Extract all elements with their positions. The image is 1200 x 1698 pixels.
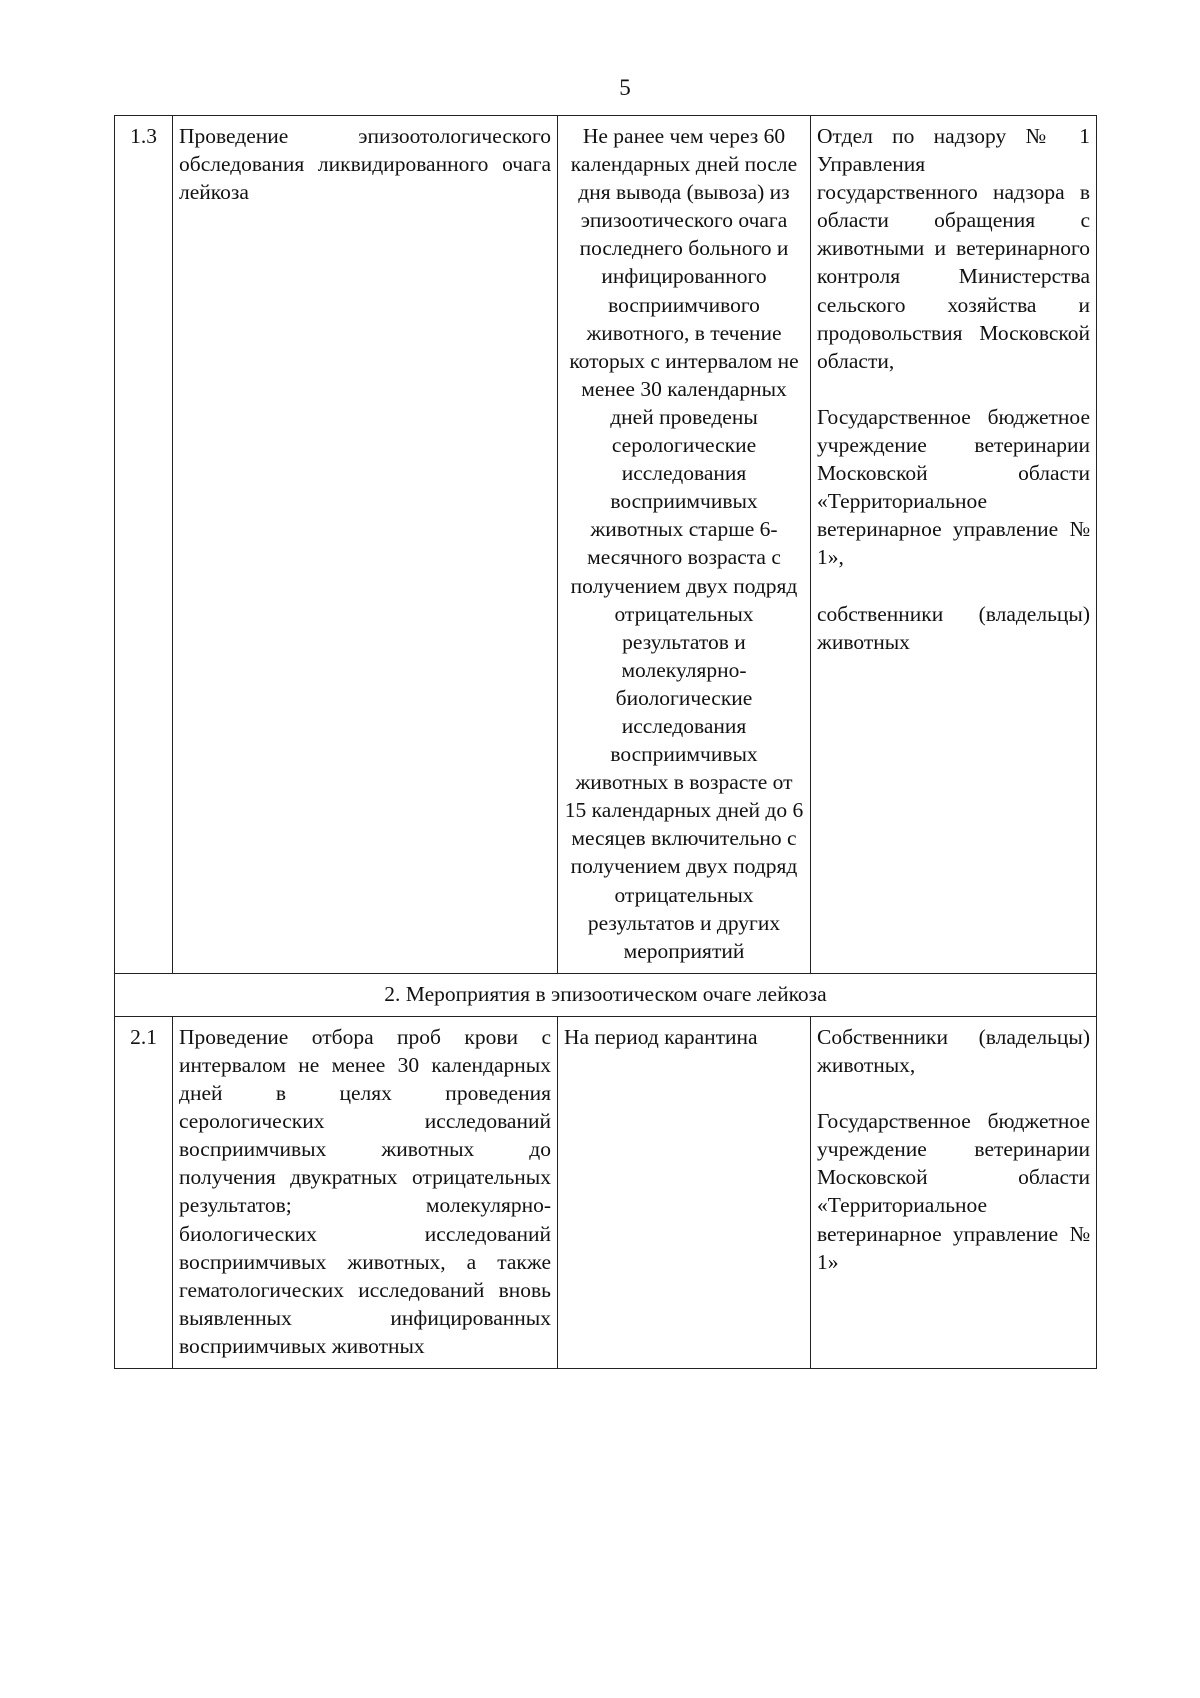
term-cell: Не ранее чем через 60 календарных дней после дня вывода (вывоза) из эпизоотического очага последнего больного и инфицированного восприимчивого животного, в течение которых с интервалом не менее 30 календарных дней проведены серологические исследования восприимчивых животных старше 6-месячного возраста с получением двух подряд отрицательных результатов и молекулярно-биологические исследования восприимчивых животных в возрасте от 15 календарных дней до 6 месяцев включительно с получением двух подряд отрицательных результатов и других мероприятий <box>558 116 811 974</box>
table-row <box>115 116 1097 974</box>
section-row <box>115 973 1097 1016</box>
term-cell: На период карантина <box>558 1016 811 1368</box>
responsible-entry: собственники (владельцы) животных <box>817 601 1090 654</box>
action-cell: Проведение отбора проб крови с интервалом не менее 30 календарных дней в целях проведения серологических исследований восприимчивых животных до получения двукратных отрицательных результатов; молекулярно-биологических исследований восприимчивых животных, а также гематологических исследований вновь выявленных инфицированных восприимчивых животных <box>173 1016 558 1368</box>
row-number: 1.3 <box>115 116 173 974</box>
row-number: 2.1 <box>115 1016 173 1368</box>
responsible-cell <box>811 116 1097 974</box>
responsible-entry: Государственное бюджетное учреждение ветеринарии Московской области «Территориальное ветеринарное управление № 1» <box>817 1109 1090 1274</box>
page-number: 5 <box>619 75 631 100</box>
action-cell: Проведение эпизоотологического обследования ликвидированного очага лейкоза <box>173 116 558 974</box>
table-row <box>115 1016 1097 1368</box>
responsible-entry: Собственники (владельцы) животных, <box>817 1024 1090 1077</box>
responsible-cell <box>811 1016 1097 1368</box>
section-heading: 2. Мероприятия в эпизоотическом очаге лейкоза <box>115 973 1097 1016</box>
responsible-entry: Государственное бюджетное учреждение ветеринарии Московской области «Территориальное ветеринарное управление № 1», <box>817 404 1090 570</box>
responsible-entry: Отдел по надзору № 1 Управления государственного надзора в области обращения с животными и ветеринарного контроля Министерства сельского хозяйства и продовольствия Московской области, <box>817 124 1090 373</box>
measures-table <box>114 115 1097 1369</box>
